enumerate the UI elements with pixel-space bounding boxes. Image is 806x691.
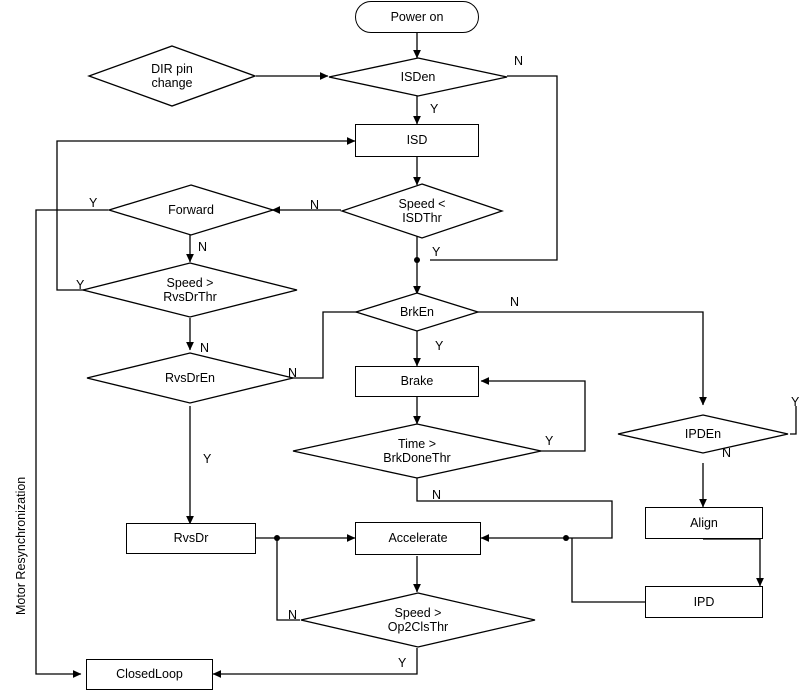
node-brake[interactable] bbox=[355, 366, 479, 397]
node-ipden-label: IPDEn bbox=[684, 426, 722, 441]
node-forward[interactable] bbox=[108, 184, 274, 236]
side-label-motor-resynchronization: Motor Resynchronization bbox=[14, 476, 28, 615]
node-isd-label: ISD bbox=[406, 133, 428, 148]
node-speed-rvsdrthr-label: Speed > RvsDrThr bbox=[163, 275, 217, 304]
node-time-brkdonethr[interactable] bbox=[292, 423, 542, 479]
edge-label-forward-y: Y bbox=[89, 196, 98, 210]
node-ipden[interactable] bbox=[617, 414, 789, 454]
node-speed-rvsdrthr[interactable] bbox=[82, 262, 298, 318]
node-brken[interactable] bbox=[355, 292, 479, 332]
node-forward-label: Forward bbox=[168, 202, 214, 217]
node-speed-isdthr[interactable] bbox=[341, 183, 503, 239]
node-speed-op2clsthr[interactable] bbox=[300, 592, 536, 648]
node-power-on[interactable] bbox=[355, 1, 479, 33]
edge-label-forward-n: N bbox=[198, 240, 208, 254]
node-ipd[interactable] bbox=[645, 586, 763, 618]
node-speed-op2clsthr-label: Speed > Op2ClsThr bbox=[387, 605, 449, 634]
node-isd[interactable] bbox=[355, 124, 479, 157]
edge-label-brkdone-y: Y bbox=[545, 434, 554, 448]
node-speed-isdthr-label: Speed < ISDThr bbox=[398, 196, 446, 225]
node-align-label: Align bbox=[690, 515, 718, 530]
edge-label-brken-n: N bbox=[510, 295, 520, 309]
edge-label-ipden-n: N bbox=[722, 446, 732, 460]
edge-label-isden-n: N bbox=[514, 54, 524, 68]
edge-label-op2cls-n: N bbox=[288, 608, 298, 622]
node-accelerate[interactable] bbox=[355, 522, 481, 555]
edge-label-brkdone-n: N bbox=[432, 488, 442, 502]
node-dir-pin-change-label: DIR pin change bbox=[151, 61, 193, 90]
edge-label-rvsdrthr-n: N bbox=[200, 341, 210, 355]
edge-label-isdthr-n: N bbox=[310, 198, 320, 212]
node-dir-pin-change[interactable] bbox=[88, 45, 256, 107]
node-align[interactable] bbox=[645, 507, 763, 539]
node-power-on-label: Power on bbox=[390, 9, 444, 24]
edge-label-brken-y: Y bbox=[435, 339, 444, 353]
edge-label-ipden-y: Y bbox=[791, 395, 800, 409]
node-accelerate-label: Accelerate bbox=[388, 531, 448, 546]
edge-label-isden-y: Y bbox=[430, 102, 439, 116]
edge-label-rvsdren-y: Y bbox=[203, 452, 212, 466]
node-rvsdr[interactable] bbox=[126, 523, 256, 554]
node-ipd-label: IPD bbox=[693, 594, 715, 609]
node-closedloop[interactable] bbox=[86, 659, 213, 690]
edge-label-rvsdrthr-y: Y bbox=[76, 278, 85, 292]
node-rvsdr-label: RvsDr bbox=[173, 531, 209, 546]
edge-label-rvsdren-n: N bbox=[288, 366, 298, 380]
node-isden[interactable] bbox=[328, 57, 508, 97]
edge-label-isdthr-y: Y bbox=[432, 245, 441, 259]
node-closedloop-label: ClosedLoop bbox=[116, 667, 183, 682]
edge-label-op2cls-y: Y bbox=[398, 656, 407, 670]
node-time-brkdonethr-label: Time > BrkDoneThr bbox=[383, 436, 451, 465]
node-brake-label: Brake bbox=[400, 374, 434, 389]
node-brken-label: BrkEn bbox=[399, 304, 435, 319]
node-rvsdren-label: RvsDrEn bbox=[164, 370, 215, 385]
node-rvsdren[interactable] bbox=[86, 352, 294, 404]
node-isden-label: ISDen bbox=[400, 69, 436, 84]
